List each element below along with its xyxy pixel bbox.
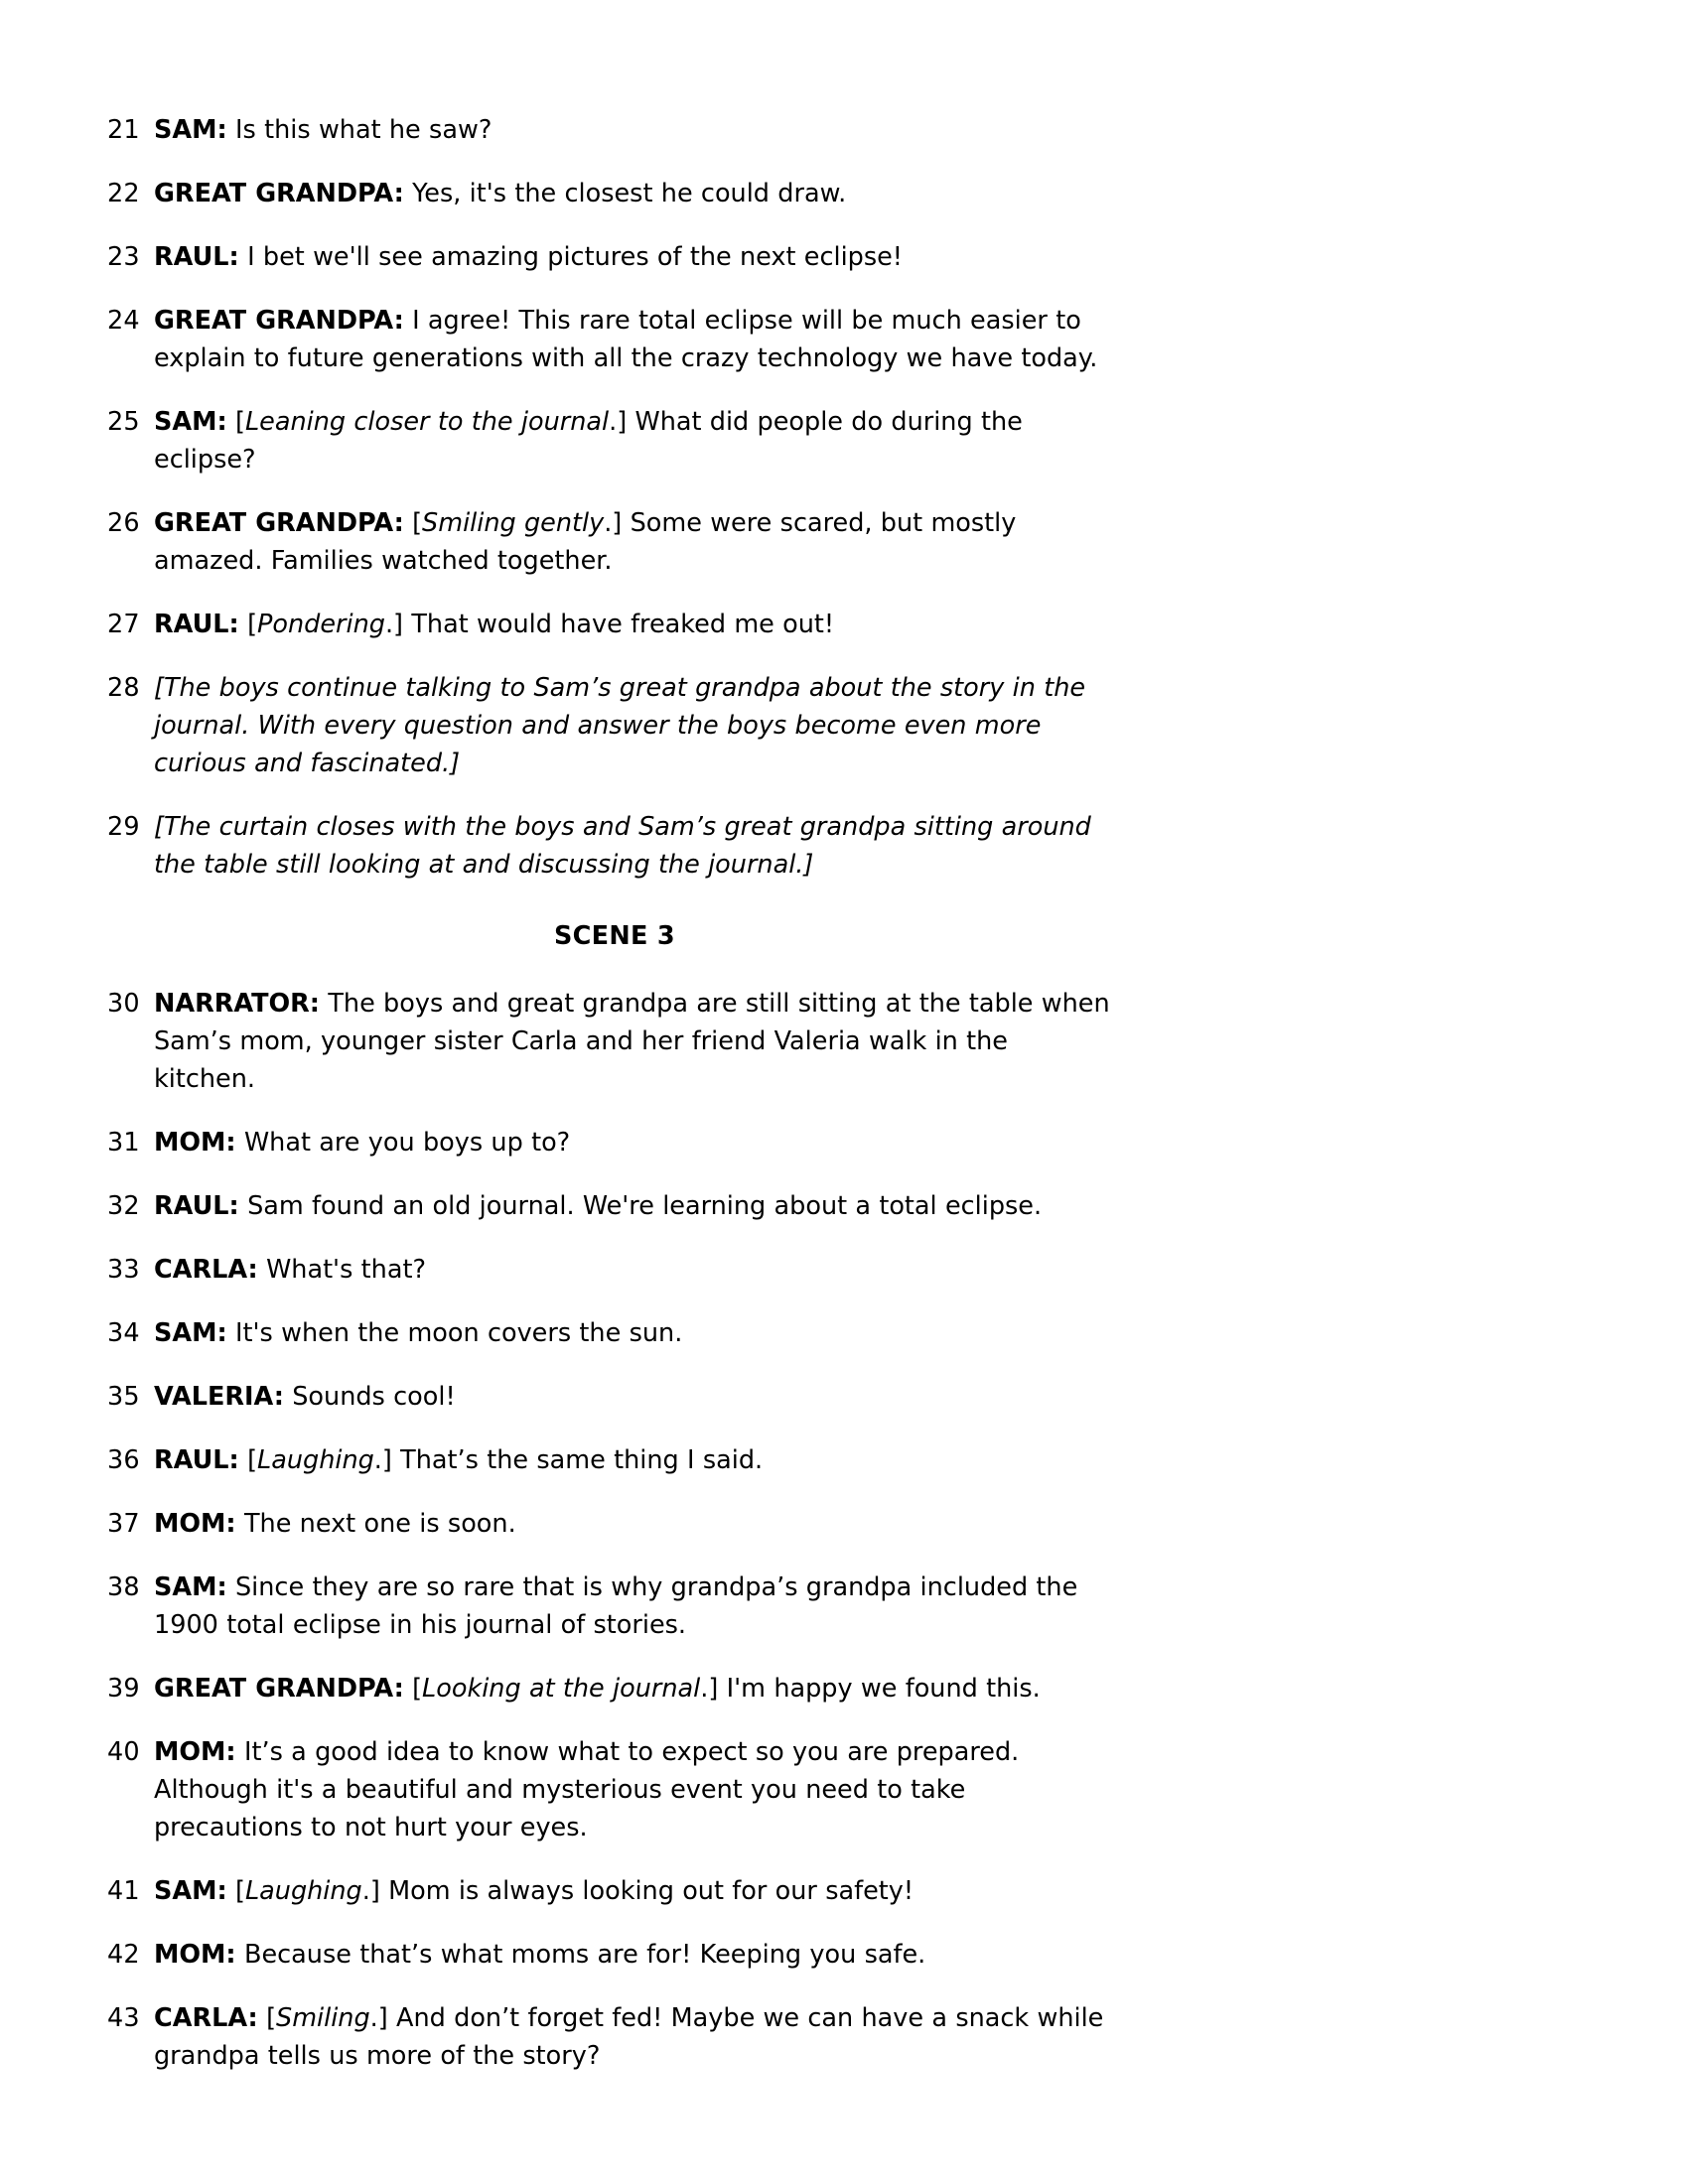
line-number: 22 [107, 179, 140, 208]
line-number: 30 [107, 989, 140, 1019]
dialogue-text: Sounds cool! [292, 1382, 456, 1412]
speaker-label: GREAT GRANDPA: [154, 508, 404, 538]
stage-direction: Laughing [244, 1876, 362, 1906]
line-text: RAUL: [Pondering.] That would have freaked me out! [154, 610, 835, 639]
script-line [107, 1251, 1112, 1289]
speaker-label: SAM: [154, 1572, 227, 1602]
script-line [107, 175, 1112, 212]
dialogue-text: I bet we'll see amazing pictures of the next eclipse! [247, 242, 904, 272]
script-line [107, 1441, 1112, 1479]
line-text: GREAT GRANDPA: [Smiling gently.] Some were scared, but mostly amazed. Families watched together. [154, 508, 1017, 576]
speaker-label: MOM: [154, 1737, 236, 1767]
line-number: 35 [107, 1382, 140, 1412]
script-line [107, 1936, 1112, 1974]
line-number: 21 [107, 115, 140, 145]
line-text [154, 1314, 1112, 1352]
speaker-label: VALERIA: [154, 1382, 284, 1412]
dialogue-text: I'm happy we found this. [726, 1674, 1041, 1704]
stage-direction: Pondering [257, 610, 385, 639]
speaker-label: RAUL: [154, 610, 239, 639]
dialogue-text: Yes, it's the closest he could draw. [412, 179, 847, 208]
line-number: 43 [107, 2003, 140, 2033]
line-text [154, 1936, 1112, 1974]
script-line [107, 1670, 1112, 1707]
script-line [107, 1187, 1112, 1225]
speaker-label: NARRATOR: [154, 989, 321, 1019]
stage-direction: Laughing [257, 1445, 374, 1475]
line-text [154, 1378, 1112, 1416]
line-text [154, 1733, 1112, 1846]
dialogue-text: The next one is soon. [243, 1509, 516, 1539]
speaker-label: CARLA: [154, 2003, 258, 2033]
script-line [107, 1378, 1112, 1416]
line-text [154, 1505, 1112, 1543]
dialogue-text: Some were scared, but mostly amazed. Families watched together. [154, 508, 1017, 576]
line-text: CARLA: [Smiling.] And don’t forget fed! Maybe we can have a snack while grandpa tells us more of the story? [154, 2003, 1104, 2071]
line-number: 32 [107, 1191, 140, 1221]
line-text [154, 238, 1112, 276]
dialogue-text: Because that’s what moms are for! Keeping you safe. [243, 1940, 926, 1970]
script-line [107, 1124, 1112, 1161]
line-number: 25 [107, 407, 140, 437]
line-text [154, 669, 1112, 782]
stage-direction: Smiling [276, 2003, 370, 2033]
line-number: 29 [107, 812, 140, 842]
line-number: 26 [107, 508, 140, 538]
line-number: 36 [107, 1445, 140, 1475]
line-text [154, 111, 1112, 149]
stage-direction: Leaning closer to the journal [244, 407, 610, 437]
script-line [107, 1569, 1112, 1644]
line-number: 23 [107, 242, 140, 272]
script-line [107, 606, 1112, 643]
dialogue-text: Is this what he saw? [235, 115, 492, 145]
dialogue-text: That’s the same thing I said. [400, 1445, 764, 1475]
speaker-label: SAM: [154, 1876, 227, 1906]
line-number: 27 [107, 610, 140, 639]
script-line [107, 238, 1112, 276]
stage-direction: Looking at the journal [422, 1674, 701, 1704]
line-number: 38 [107, 1572, 140, 1602]
line-text: RAUL: [Laughing.] That’s the same thing I said. [154, 1445, 764, 1475]
dialogue-text: [The boys continue talking to Sam’s great grandpa about the story in the journal. With every question and answer the boys become even more curious and fascinated.] [154, 673, 1086, 778]
line-text [154, 1569, 1112, 1644]
line-text [154, 808, 1112, 884]
dialogue-text: It’s a good idea to know what to expect so you are prepared. Although it's a beautiful and mysterious event you need to take precautions to not hurt your eyes. [154, 1737, 1020, 1843]
line-number: 31 [107, 1128, 140, 1158]
dialogue-text: What's that? [266, 1255, 426, 1285]
script-line [107, 808, 1112, 884]
dialogue-text: And don’t forget fed! Maybe we can have a snack while grandpa tells us more of the story? [154, 2003, 1104, 2071]
speaker-label: RAUL: [154, 242, 239, 272]
line-text [154, 302, 1112, 377]
line-text [154, 1251, 1112, 1289]
speaker-label: CARLA: [154, 1255, 258, 1285]
line-number: 37 [107, 1509, 140, 1539]
script-line [107, 403, 1112, 478]
script-line [107, 985, 1112, 1098]
line-number: 28 [107, 673, 140, 703]
script-line [107, 669, 1112, 782]
line-text: SAM: [Leaning closer to the journal.] What did people do during the eclipse? [154, 407, 1023, 475]
dialogue-text: I agree! This rare total eclipse will be much easier to explain to future generations with all the crazy technology we have today. [154, 306, 1098, 373]
script-line [107, 1314, 1112, 1352]
script-line [107, 1505, 1112, 1543]
dialogue-text: Since they are so rare that is why grandpa’s grandpa included the 1900 total eclipse in his journal of stories. [154, 1572, 1078, 1640]
script-line [107, 1872, 1112, 1910]
dialogue-text: Sam found an old journal. We're learning about a total eclipse. [247, 1191, 1043, 1221]
speaker-label: MOM: [154, 1940, 236, 1970]
scene-heading: SCENE 3 [554, 921, 675, 951]
script-line [107, 504, 1112, 580]
speaker-label: SAM: [154, 1318, 227, 1348]
line-number: 34 [107, 1318, 140, 1348]
line-text: SAM: [Laughing.] Mom is always looking out for our safety! [154, 1876, 914, 1906]
speaker-label: RAUL: [154, 1445, 239, 1475]
speaker-label: MOM: [154, 1509, 236, 1539]
dialogue-text: The boys and great grandpa are still sitting at the table when Sam’s mom, younger sister Carla and her friend Valeria walk in the kitchen. [154, 989, 1110, 1094]
line-text [154, 985, 1112, 1098]
line-number: 39 [107, 1674, 140, 1704]
line-number: 24 [107, 306, 140, 336]
script-line [107, 1733, 1112, 1846]
speaker-label: GREAT GRANDPA: [154, 179, 404, 208]
line-number: 41 [107, 1876, 140, 1906]
line-text [154, 175, 1112, 212]
dialogue-text: [The curtain closes with the boys and Sam’s great grandpa sitting around the table still looking at and discussing the journal.] [154, 812, 1091, 880]
dialogue-text: It's when the moon covers the sun. [235, 1318, 683, 1348]
speaker-label: RAUL: [154, 1191, 239, 1221]
speaker-label: SAM: [154, 115, 227, 145]
dialogue-text: Mom is always looking out for our safety! [388, 1876, 914, 1906]
speaker-label: MOM: [154, 1128, 236, 1158]
script-line [107, 111, 1112, 149]
speaker-label: GREAT GRANDPA: [154, 1674, 404, 1704]
line-number: 33 [107, 1255, 140, 1285]
dialogue-text: That would have freaked me out! [411, 610, 835, 639]
stage-direction: Smiling gently [422, 508, 605, 538]
line-number: 40 [107, 1737, 140, 1767]
line-number: 42 [107, 1940, 140, 1970]
line-text [154, 1187, 1112, 1225]
speaker-label: GREAT GRANDPA: [154, 306, 404, 336]
script-line [107, 302, 1112, 377]
script-line [107, 1999, 1112, 2075]
dialogue-text: What are you boys up to? [243, 1128, 571, 1158]
line-text: GREAT GRANDPA: [Looking at the journal.] I'm happy we found this. [154, 1674, 1041, 1704]
line-text [154, 1124, 1112, 1161]
speaker-label: SAM: [154, 407, 227, 437]
dialogue-text: What did people do during the eclipse? [154, 407, 1023, 475]
